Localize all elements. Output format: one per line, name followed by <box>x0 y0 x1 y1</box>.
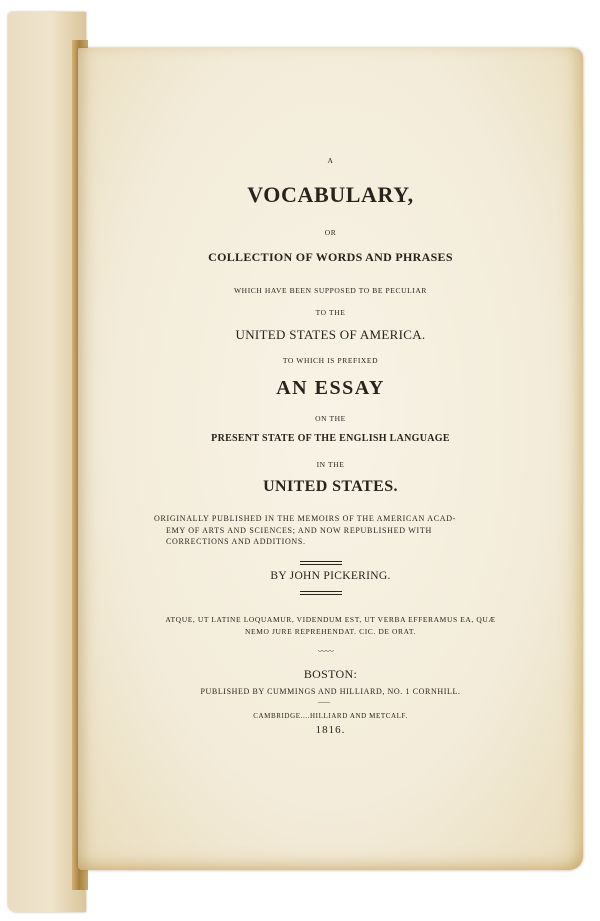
quote-line-1: ATQUE, UT LATINE LOQUAMUR, VIDENDUM EST, UT VERBA EFFERAMUS EA, QUÆ <box>165 615 496 624</box>
double-rule-top <box>300 561 342 565</box>
originally-line-2: EMY OF ARTS AND SCIENCES; AND NOW REPUBLISHED WITH <box>166 525 432 535</box>
prefixed-line: TO WHICH IS PREFIXED <box>282 356 379 365</box>
article-a: A <box>327 156 334 165</box>
originally-published-paragraph <box>154 513 508 548</box>
which-have-line: WHICH HAVE BEEN SUPPOSED TO BE PECULIAR <box>234 286 427 295</box>
main-title: VOCABULARY, <box>247 182 414 207</box>
originally-line-1: ORIGINALLY PUBLISHED IN THE MEMOIRS OF THE AMERICAN ACAD- <box>154 514 457 523</box>
author-line: BY JOHN PICKERING. <box>270 570 391 582</box>
city-line: BOSTON: <box>303 667 358 681</box>
united-states-heading: UNITED STATES. <box>263 478 398 495</box>
united-states-america-line: UNITED STATES OF AMERICA. <box>235 327 426 342</box>
title-page <box>78 48 583 870</box>
an-essay-heading: AN ESSAY <box>276 377 385 399</box>
or-text: OR <box>324 228 337 237</box>
originally-line-3: CORRECTIONS AND ADDITIONS. <box>166 537 306 546</box>
publisher-line: PUBLISHED BY CUMMINGS AND HILLIARD, NO. 1 CORNHILL. <box>200 687 461 696</box>
quote-line-2: NEMO JURE REPREHENDAT. CIC. DE ORAT. <box>245 627 416 636</box>
year-line: 1816. <box>315 724 346 736</box>
collection-line: COLLECTION OF WORDS AND PHRASES <box>208 250 453 264</box>
dots-divider: ...... <box>318 696 330 705</box>
cambridge-line: CAMBRIDGE....HILLIARD AND METCALF. <box>253 712 408 720</box>
double-rule-bottom <box>300 591 342 595</box>
on-the-line: ON THE <box>315 414 346 423</box>
present-state-line: PRESENT STATE OF THE ENGLISH LANGUAGE <box>211 433 450 444</box>
ornament-divider: 〰〰 <box>318 647 334 656</box>
to-the-line: TO THE <box>315 308 346 317</box>
in-the-line: IN THE <box>316 460 345 469</box>
